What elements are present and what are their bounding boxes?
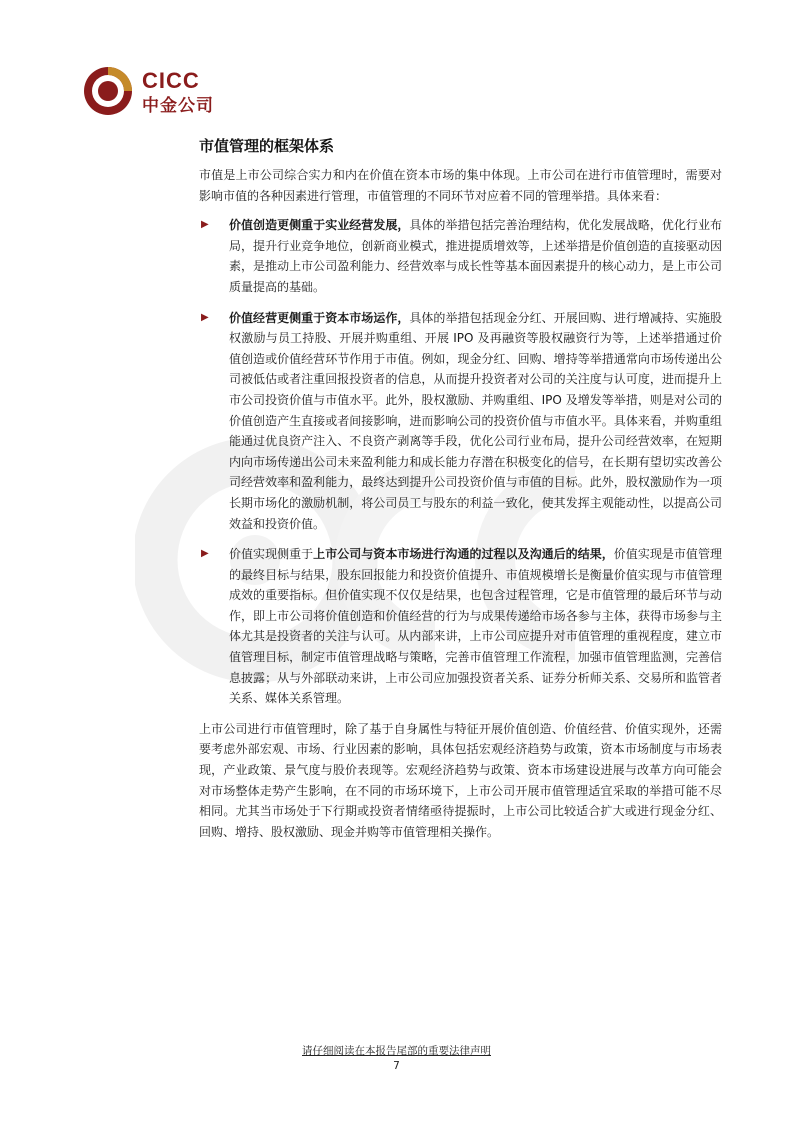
legal-notice bbox=[0, 1043, 793, 1058]
closing-paragraph: 上市公司进行市值管理时，除了基于自身属性与特征开展价值创造、价值经营、价值实现外，还需要考虑外部宏观、市场、行业因素的影响，具体包括宏观经济趋势与政策，资本市场制度与市场表现，产业政策、景气度与股价表现等。宏观经济趋势与政策、资本市场建设进展与改革方向可能会对市场整体走势产生影响，在不同的市场环境下，上市公司开展市值管理适宜采取的举措可能不尽相同。尤其当市场处于下行期或投资者情绪亟待提振时，上市公司比较适合扩大或进行现金分红、回购、增持、股权激励、现金并购等市值管理相关操作。 bbox=[199, 721, 722, 839]
legal-notice-text: 请仔细阅读在本报告尾部的重要法律声明 bbox=[302, 1045, 491, 1057]
bullet-bold-text: 价值创造更侧重于实业经营发展， bbox=[229, 218, 410, 233]
triangle-bullet-icon: ▶ bbox=[201, 548, 209, 560]
bullet-item bbox=[199, 544, 722, 709]
intro-paragraph: 市值是上市公司综合实力和内在价值在资本市场的集中体现。上市公司在进行市值管理时，需要对影响市值的各种因素进行管理，市值管理的不同环节对应着不同的管理举措。具体来看： bbox=[199, 168, 722, 203]
section-title: 市值管理的框架体系 bbox=[199, 137, 335, 155]
bullet-text: 价值实现是市值管理的最终目标与结果，股东回报能力和投资价值提升、市值规模增长是衡量价值实现与市值管理成效的重要指标。但价值实现不仅仅是结果，也包含过程管理，它是市值管理的最后环节与动作，即上市公司将价值创造和价值经营的行为与成果传递给市场各参与主体，获得市场参与主体尤其是投资者的关注与认可。从内部来讲，上市公司应提升对市值管理的重视程度，建立市值管理目标，制定市值管理战略与策略，完善市值管理工作流程，加强市值管理监测，完善信息披露；从与外部联动来讲，上市公司应加强投资者关系、证券分析师关系、交易所和监管者关系、媒体关系管理。 bbox=[229, 547, 722, 706]
bullet-item bbox=[199, 215, 722, 297]
bullet-bold-text: 上市公司与资本市场进行沟通的过程以及沟通后的结果， bbox=[313, 547, 614, 562]
bullet-item bbox=[199, 308, 722, 535]
logo-text-cn: 中金公司 bbox=[142, 96, 214, 116]
report-body bbox=[199, 165, 722, 851]
bullet-bold-text: 价值经营更侧重于资本市场运作， bbox=[229, 310, 410, 325]
cicc-logo bbox=[83, 66, 243, 116]
page-number: 7 bbox=[393, 1060, 400, 1072]
bullet-text: 具体的举措包括完善治理结构，优化发展战略，优化行业布局，提升行业竞争地位，创新商业模式，推进提质增效等，上述举措是价值创造的直接驱动因素，是推动上市公司盈利能力、经营效率与成长性等基本面因素提升的核心动力，是上市公司质量提高的基础。 bbox=[229, 218, 722, 294]
cicc-logo-icon bbox=[83, 66, 133, 116]
triangle-bullet-icon: ▶ bbox=[201, 219, 209, 231]
bullet-lead: 价值实现侧重于 bbox=[229, 547, 314, 562]
bullet-text: 具体的举措包括现金分红、开展回购、进行增减持、实施股权激励与员工持股、开展并购重组、开展 IPO 及再融资等股权融资行为等，上述举措通过价值创造或价值经营环节作用于市值。例如，现金分红、回购、增持等举措通常向市场传递出公司被低估或者注重回报投资者的信息，从而提升投资者对公司的关注度与认可度，进而提升上市公司投资价值与市值水平。此外，股权激励、并购重组、IPO 及增发等举措，则是对公司的价值创造产生直接或者间接影响，进而影响公司的投资价值与市值水平。具体来看，并购重组能通过优良资产注入、不良资产剥离等手段，优化公司行业布局，提升公司经营效率，在短期内向市场传递出公司未来盈利能力和成长能力存潜在积极变化的信号，在长期有望切实改善公司经营效率和盈利能力，最终达到提升公司投资价值与市值的目标。此外，股权激励作为一项长期市场化的激励机制，将公司员工与股东的利益一致化，使其发挥主观能动性，以提高公司效益和投资价值。 bbox=[229, 310, 722, 531]
logo-text-en: CICC bbox=[142, 68, 200, 93]
triangle-bullet-icon: ▶ bbox=[201, 311, 209, 323]
